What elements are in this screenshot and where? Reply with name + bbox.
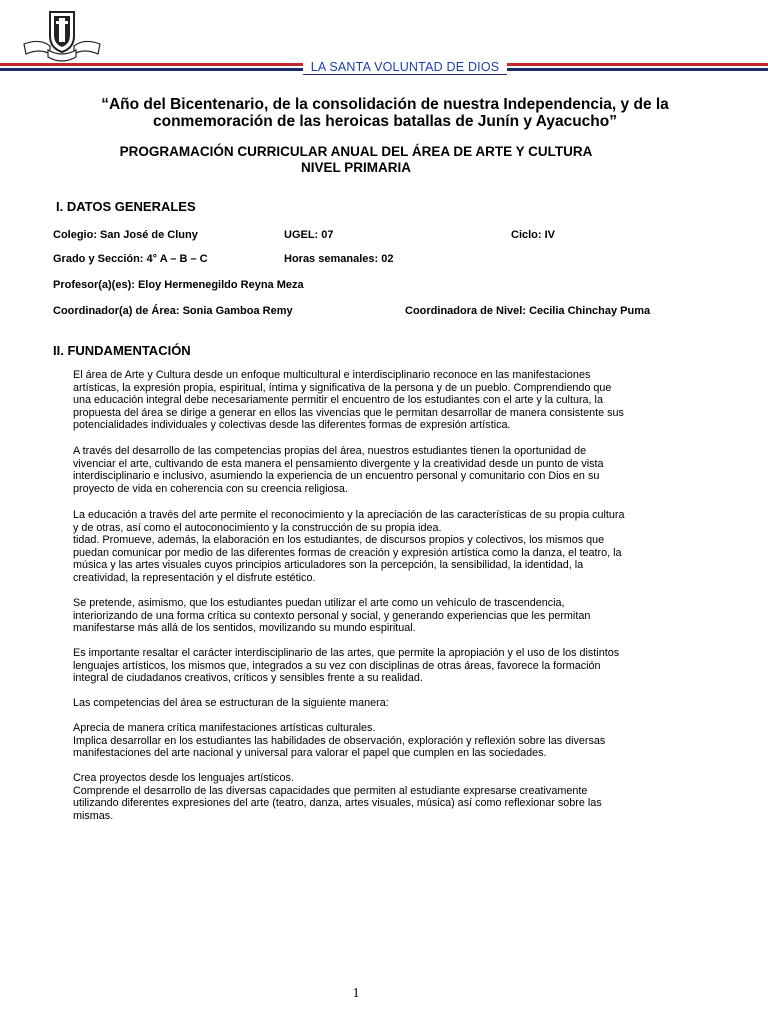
paragraph-line: puedan comunicar por medio de las diferentes formas de creación y expresión artística como la danza, el teatro, la [73, 546, 622, 559]
paragraph-line: lenguajes artísticos, los mismos que, integrados a su vez con disciplinas de otras áreas, favorece la formación [73, 659, 601, 672]
paragraph-line: El área de Arte y Cultura desde un enfoque multicultural e interdisciplinario reconoce en las manifestaciones [73, 369, 591, 381]
paragraph-line: propuesta del área se dirige a generar en ellos las vivencias que le permitan desarrollar de manera consistente sus [73, 406, 624, 419]
school-logo [20, 8, 104, 68]
paragraph-line: Implica desarrollar en los estudiantes las habilidades de observación, exploración y reflexión sobre las diversas [73, 734, 606, 747]
competency-2 [73, 772, 666, 822]
paragraph-line: Es importante resaltar el carácter interdisciplinario de las artes, que permite la apropiación y el uso de los distintos [73, 647, 620, 659]
document-title-line2: NIVEL PRIMARIA [300, 160, 411, 175]
paragraph-line: manifestarse más allá de los sentidos, movilizando su mundo espiritual. [73, 622, 416, 635]
header-stripe-red-right [507, 63, 768, 66]
paragraph-line: vivenciar el arte, cultivando de esta manera el pensamiento divergente y la creatividad desde un punto de vista [73, 457, 604, 470]
paragraph-line: tidad. Promueve, además, la elaboración en los estudiantes, de discursos propios y colectivos, los mismos que [73, 534, 605, 547]
paragraph-line: creatividad, la representación y el disfrute estético. [73, 571, 316, 584]
header-motto-underline [303, 74, 507, 75]
section-fundamentacion-heading: II. FUNDAMENTACIÓN [53, 343, 191, 358]
paragraph-line: una educación integral debe necesariamente permitir el encuentro de los estudiantes con el arte y la cultura, la [73, 394, 603, 407]
paragraph-line: utilizando diferentes expresiones del arte (teatro, danza, artes visuales, música) así como reflexionar sobre las [73, 797, 602, 810]
info-ciclo: Ciclo: IV [511, 229, 556, 241]
header-stripe-red-left [0, 63, 303, 66]
paragraph-line: mismas. [73, 809, 114, 822]
paragraph-line: interiorizando de una forma crítica su contexto personal y social, y generando experiencias que les permitan [73, 609, 591, 622]
paragraph-line: integral de ciudadanos creativos, críticos y sensibles frente a su realidad. [73, 672, 423, 685]
info-ugel: UGEL: 07 [284, 229, 334, 241]
info-coordinador-area: Coordinador(a) de Área: Sonia Gamboa Remy [53, 305, 293, 317]
paragraph-line: y de otras, así como el autoconocimiento y la construcción de su propia idea. [73, 521, 442, 534]
info-horas-semanales: Horas semanales: 02 [284, 253, 394, 265]
header-stripe-navy-right [507, 68, 768, 71]
paragraph-6 [73, 697, 666, 710]
paragraph-line: artísticas, la expresión propia, espiritual, íntima y significativa de la persona y de un pueblo. Comprendiendo que [73, 381, 612, 394]
header-motto: LA SANTA VOLUNTAD DE DIOS [310, 60, 500, 74]
paragraph-3 [73, 509, 666, 585]
section-datos-generales-heading: I. DATOS GENERALES [56, 199, 196, 214]
paragraph-1 [73, 369, 666, 432]
page-number: 1 [352, 986, 360, 1001]
paragraph-5 [73, 647, 666, 685]
year-slogan-line2: conmemoración de las heroicas batallas de Junín y Ayacucho” [152, 113, 617, 130]
paragraph-line: proyecto de vida en coherencia con su creencia religiosa. [73, 482, 348, 495]
paragraph-line: La educación a través del arte permite el reconocimiento y la apreciación de las características de su propia cultura [73, 509, 625, 521]
year-slogan [40, 96, 730, 130]
paragraph-line: A través del desarrollo de las competencias propias del área, nuestros estudiantes tienen la oportunidad de [73, 445, 587, 457]
info-colegio: Colegio: San José de Cluny [53, 229, 198, 241]
paragraph-line: manifestaciones del arte nacional y universal para valorar el papel que cumplen en las sociedades. [73, 747, 547, 760]
info-grado-seccion: Grado y Sección: 4° A – B – C [53, 253, 208, 265]
paragraph-2 [73, 445, 666, 495]
paragraph-4 [73, 597, 666, 635]
paragraph-line: interdisciplinario e inclusivo, asumiendo la experiencia de un encuentro personal y comunitario con Dios en su [73, 470, 600, 483]
paragraph-line: potencialidades individuales y colectivas desde las diferentes formas de expresión artística. [73, 419, 511, 432]
competency-1 [73, 722, 666, 760]
paragraph-line: Las competencias del área se estructuran de la siguiente manera: [73, 697, 389, 709]
year-slogan-line1: “Año del Bicentenario, de la consolidación de nuestra Independencia, y de la [101, 96, 669, 113]
competency-title: Aprecia de manera crítica manifestaciones artísticas culturales. [73, 722, 376, 734]
paragraph-line: Comprende el desarrollo de las diversas capacidades que permiten al estudiante expresarse creativamente [73, 784, 588, 797]
document-title [40, 144, 672, 176]
info-profesor: Profesor(a)(es): Eloy Hermenegildo Reyna Meza [53, 279, 304, 291]
info-coordinadora-nivel: Coordinadora de Nivel: Cecilia Chinchay Puma [405, 305, 651, 317]
header-stripe-navy-left [0, 68, 303, 71]
paragraph-line: música y las artes visuales cuyos principios articuladores son la percepción, la sensibilidad, la identidad, la [73, 559, 584, 572]
paragraph-line: Se pretende, asimismo, que los estudiantes puedan utilizar el arte como un vehículo de trascendencia, [73, 597, 565, 609]
competency-title: Crea proyectos desde los lenguajes artísticos. [73, 772, 294, 784]
document-title-line1: PROGRAMACIÓN CURRICULAR ANUAL DEL ÁREA DE ARTE Y CULTURA [119, 144, 593, 159]
